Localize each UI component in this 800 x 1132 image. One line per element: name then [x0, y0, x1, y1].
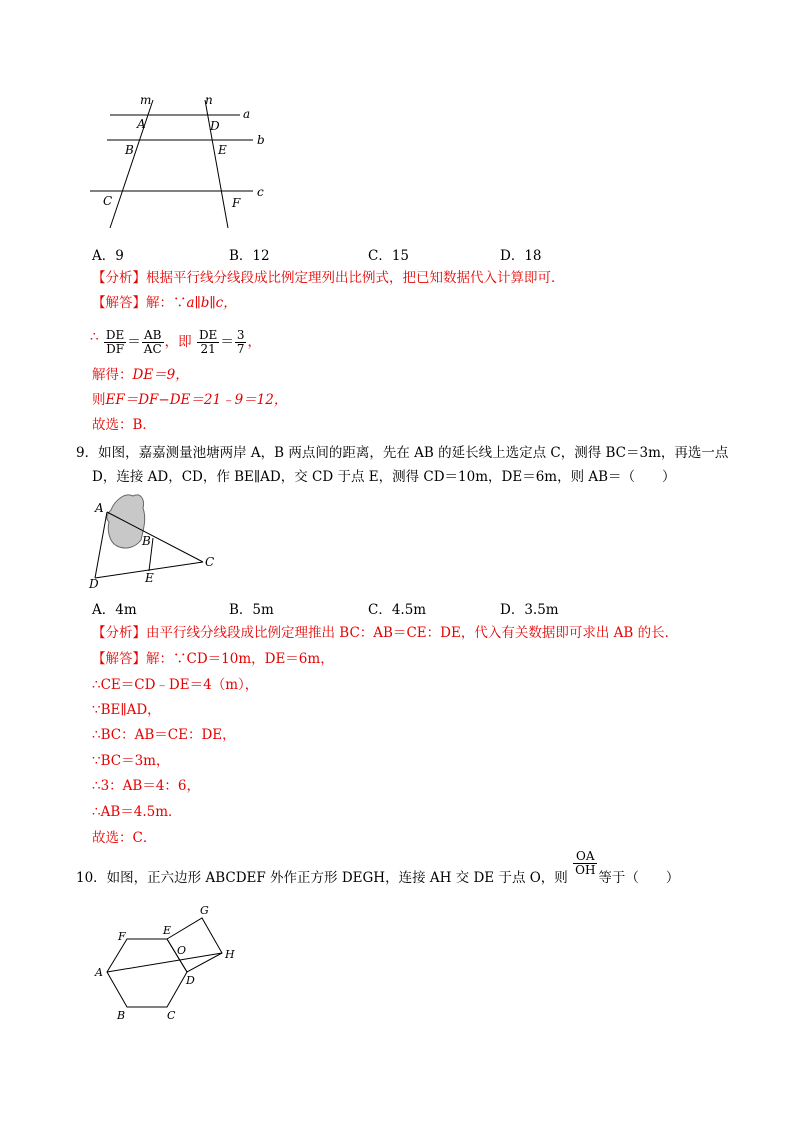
label-D: D: [89, 577, 99, 590]
q8-solve-line: [92, 366, 189, 384]
label-B: B: [142, 534, 151, 548]
label-C: C: [103, 194, 113, 208]
q8-frac-7: 7: [236, 342, 245, 356]
q9-answer-line-7: ∴AB＝4.5m．: [92, 804, 182, 820]
label-H: H: [225, 948, 235, 961]
q9-pond-figure: [85, 490, 225, 590]
q8-therefore: ∴: [90, 329, 99, 345]
q10-frac-num: OA: [573, 850, 597, 864]
label-m: m: [140, 93, 152, 107]
q8-step-end: ，: [247, 334, 261, 350]
label-F: F: [118, 930, 126, 943]
q8-frac-de-2: DE: [198, 328, 218, 342]
q10-question-text-b: 等于（ ）: [598, 870, 680, 886]
q10-frac-den: OH: [575, 863, 596, 877]
q9-answer-line-3: ∵BE∥AD，: [92, 702, 161, 718]
q8-answer-head: [92, 294, 237, 312]
q8-proportion-line: [90, 318, 261, 356]
q8-eq-1: ＝: [127, 334, 141, 350]
q9-answer-line-4: ∴BC：AB＝CE：DE，: [92, 727, 236, 743]
q8-step-mid: ，即: [164, 334, 192, 350]
label-A: A: [95, 966, 103, 979]
q9-question-line1: 9．如图，嘉嘉测量池塘两岸 A，B 两点间的距离，先在 AB 的延长线上选定点 C，测得 BC＝3m，再选一点: [76, 445, 729, 461]
q8-frac-de-df: [104, 329, 126, 356]
q8-frac-21: 21: [200, 342, 216, 356]
q8-then-label: 则: [92, 392, 106, 408]
q8-option-a: A．9: [92, 248, 124, 264]
label-b: b: [257, 133, 265, 147]
q8-option-b: B．12: [229, 248, 270, 264]
q9-option-b: B．5m: [229, 602, 274, 618]
label-O: O: [177, 944, 187, 957]
q8-frac-de: DE: [105, 328, 125, 342]
label-F: F: [232, 196, 241, 210]
label-D: D: [210, 119, 220, 133]
q9-analysis: 【分析】由平行线分线段成比例定理推出 BC：AB＝CE：DE，代入有关数据即可求出 AB 的长．: [92, 625, 679, 641]
q9-option-c: C．4.5m: [368, 602, 427, 618]
q9-option-a: A．4m: [92, 602, 137, 618]
q8-option-c: C．15: [368, 248, 410, 264]
label-D: D: [186, 974, 195, 987]
label-B: B: [125, 143, 134, 157]
q8-solve-value: DE＝9，: [132, 367, 189, 383]
label-n: n: [205, 93, 213, 107]
label-A: A: [95, 501, 104, 515]
q9-answer-line-5: ∵BC＝3m，: [92, 753, 170, 769]
q8-frac-de-21: [197, 329, 219, 356]
q8-then-value: EF＝DF−DE＝21﹣9＝12，: [105, 392, 288, 408]
q9-question-line2: D，连接 AD，CD，作 BE∥AD，交 CD 于点 E，测得 CD＝10m，DE＝6m，则 AB＝（ ）: [92, 469, 676, 485]
q10-question: [76, 849, 680, 887]
label-C: C: [205, 555, 215, 569]
q8-frac-ab-ac: [142, 329, 164, 356]
q8-frac-ac: AC: [143, 342, 162, 356]
q10-hexagon-figure: [85, 900, 255, 1030]
q10-question-text-a: 10．如图，正六边形 ABCDEF 外作正方形 DEGH，连接 AH 交 DE 于点 O，则: [76, 870, 568, 886]
q8-frac-ab: AB: [142, 329, 164, 343]
q10-fraction: [573, 850, 597, 877]
label-C: C: [167, 1009, 176, 1022]
segment-ad: [95, 512, 107, 578]
square-degh: [167, 918, 222, 972]
q9-answer-line-6: ∴3：AB＝4：6，: [92, 778, 201, 794]
line-m: [110, 100, 153, 228]
label-B: B: [117, 1009, 126, 1022]
q8-eq-2: ＝: [220, 334, 234, 350]
q9-answer-line-8: 故选：C．: [92, 830, 157, 846]
label-E: E: [145, 571, 154, 585]
hexagon-abcdef: [107, 939, 187, 1007]
q8-frac-3-7: [235, 329, 247, 356]
label-E: E: [218, 143, 227, 157]
q8-then-line: [92, 391, 287, 409]
q8-parallel-lines-figure: [85, 88, 285, 238]
label-E: E: [163, 924, 172, 937]
q9-answer-line-1: 【解答】解：∵CD＝10m，DE＝6m，: [92, 651, 334, 667]
q9-option-d: D．3.5m: [500, 602, 559, 618]
label-G: G: [200, 904, 209, 917]
q8-answer-condition: a∥b∥c，: [186, 295, 237, 311]
q8-solve-label: 解得：: [92, 367, 133, 383]
q8-option-d: D．18: [500, 248, 542, 264]
q8-analysis: 【分析】根据平行线分线段成比例定理列出比例式，把已知数据代入计算即可．: [92, 270, 565, 286]
label-A: A: [137, 117, 146, 131]
label-c: c: [257, 185, 264, 199]
label-a: a: [243, 107, 251, 121]
q9-answer-line-2: ∴CE＝CD﹣DE＝4（m），: [92, 677, 259, 693]
q8-frac-3: 3: [236, 328, 245, 342]
q8-answer-head-text: 【解答】解：∵: [92, 295, 187, 311]
q8-choice: 故选：B．: [92, 417, 156, 433]
q8-frac-df: DF: [106, 342, 125, 356]
